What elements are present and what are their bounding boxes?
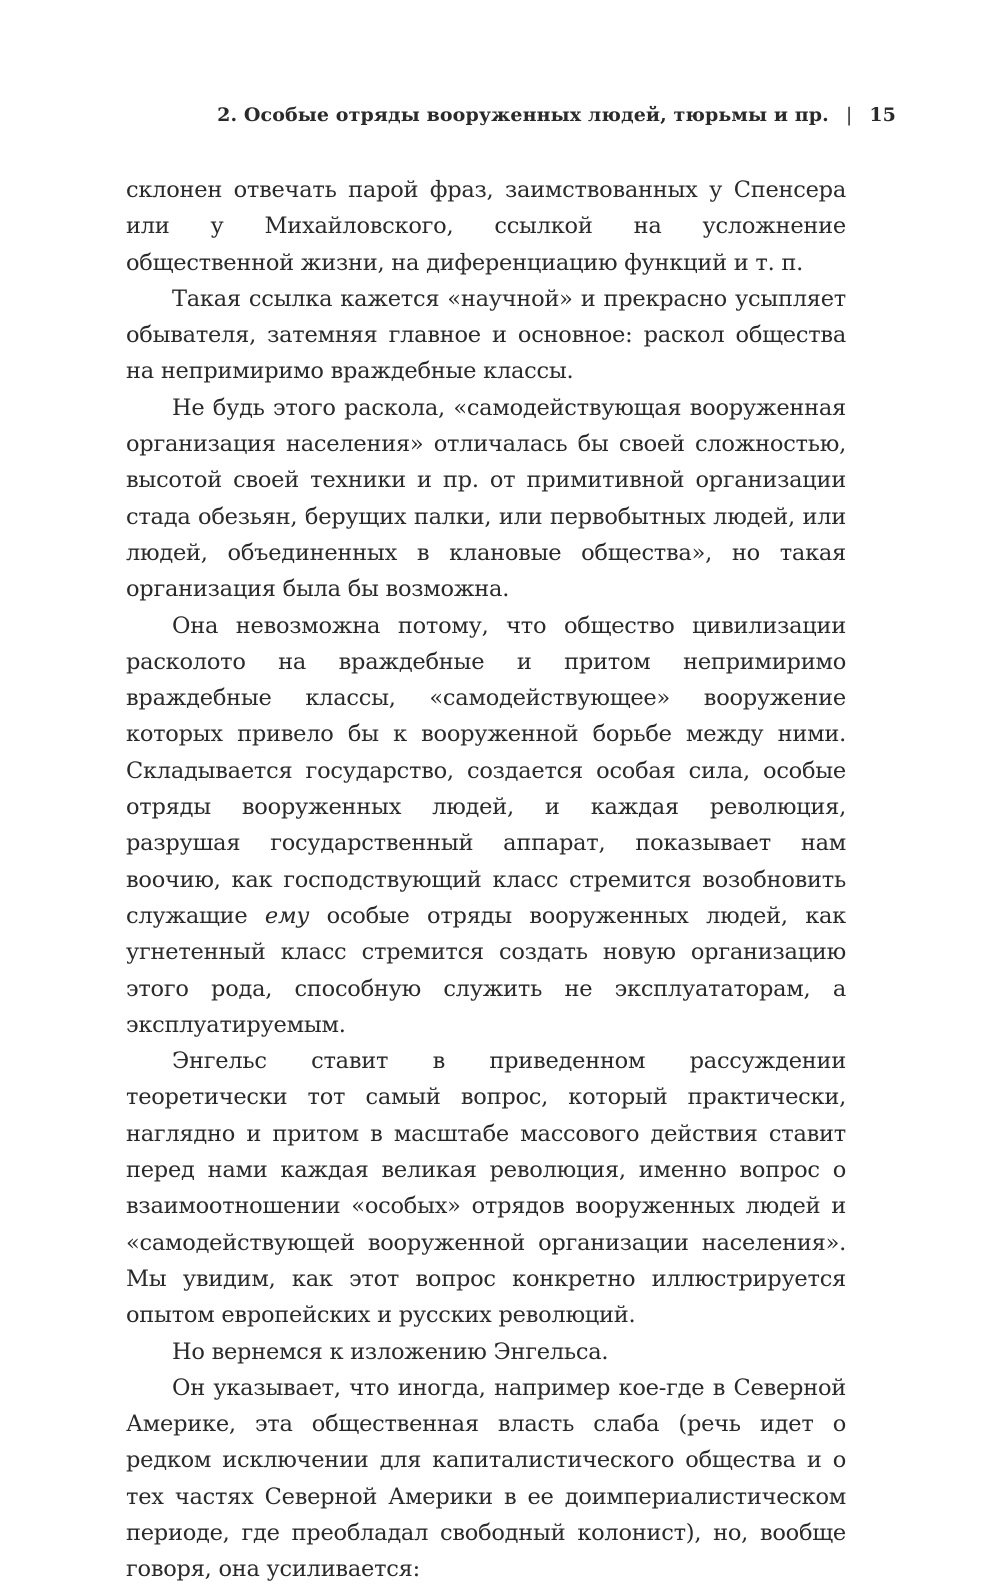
paragraph-1: склонен отвечать парой фраз, заимствованных у Спенсера или у Михайловского, ссылкой на усложнение общественной жизни, на диференциацию функций и т. п.	[126, 177, 846, 276]
body-text	[126, 172, 846, 1588]
paragraph-4-part-1: Она невозможна потому, что общество цивилизации расколото на враждебные и притом непримиримо враждебные классы, «самодействующее» вооружение которых привело бы к вооруженной борьбе между ними. Складывается государство, создается особая сила, особые отряды вооруженных людей, и каждая революция, разрушая государственный аппарат, показывает нам воочию, как господствующий класс стремится возобновить служащие	[126, 612, 846, 929]
paragraph-3: Не будь этого раскола, «самодействующая вооруженная организация населения» отличалась бы своей сложностью, высотой своей техники и пр. от примитивной организации стада обезьян, берущих палки, или первобытных людей, или людей, объединенных в клановые общества», но такая организация была бы возможна.	[126, 394, 846, 603]
paragraph-5: Энгельс ставит в приведенном рассуждении теоретически тот самый вопрос, который практически, наглядно и притом в масштабе массового действия ставит перед нами каждая великая революция, именно вопрос о взаимоотношении «особых» отрядов вооруженных людей и «самодействующей вооруженной организации населения». Мы увидим, как этот вопрос конкретно иллюстрируется опытом европейских и русских революций.	[126, 1048, 846, 1329]
page-number: 15	[869, 104, 896, 126]
paragraph-6: Но вернемся к изложению Энгельса.	[172, 1338, 609, 1365]
header-separator: |	[845, 104, 853, 126]
emphasis-text: ему	[264, 902, 310, 929]
paragraph-4	[126, 608, 846, 1044]
paragraph-7: Он указывает, что иногда, например кое-где в Северной Америке, эта общественная власть слаба (речь идет о редком исключении для капиталистического общества и о тех частях Северной Америки в ее доимпериалистическом периоде, где преобладал свободный колонист), но, вообще говоря, она усиливается:	[126, 1374, 846, 1583]
paragraph-4-part-2: особые отряды вооруженных людей, как угнетенный класс стремится создать новую организацию этого рода, способную служить не эксплуататорам, а эксплуатируемым.	[126, 902, 846, 1038]
paragraph-2: Такая ссылка кажется «научной» и прекрасно усыпляет обывателя, затемняя главное и основное: раскол общества на непримиримо враждебные классы.	[126, 285, 846, 385]
chapter-title: 2. Особые отряды вооруженных людей, тюрьмы и пр.	[217, 104, 829, 126]
running-head	[0, 100, 896, 130]
